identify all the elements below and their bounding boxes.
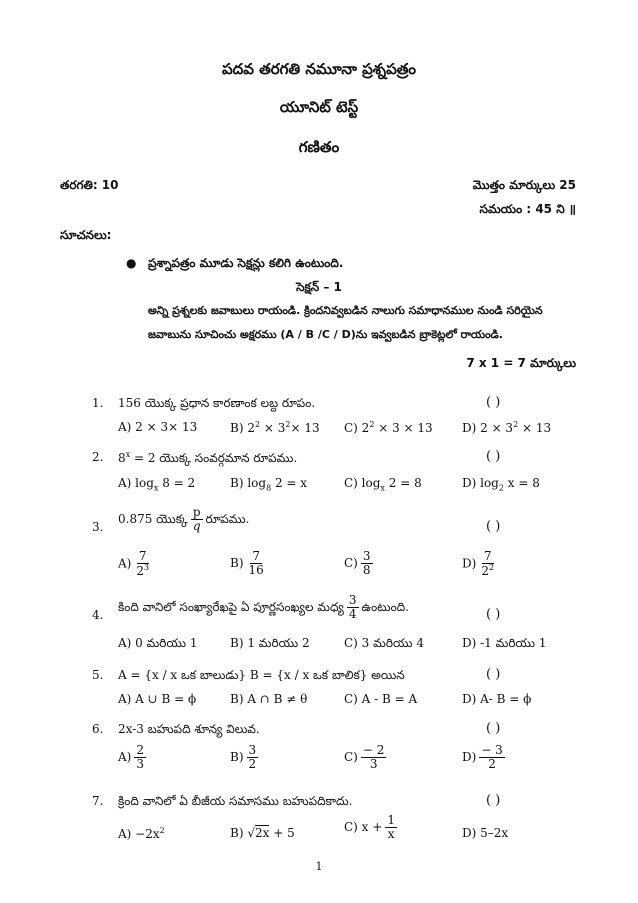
q3-option-c: C) $\frac{3}{8}$ xyxy=(344,549,371,578)
q6-text: 2x-3 బహుపది శూన్య విలువ. xyxy=(118,722,260,736)
class-label: తరగతి: 10 xyxy=(60,178,119,192)
q3-option-d: D) $\frac{7}{2^2}$ xyxy=(462,549,495,579)
q5-option-a: A) A ∪ B = ϕ xyxy=(118,692,197,706)
subject-title: గణితం xyxy=(298,138,340,156)
q6-option-c: C) $\frac{- 2}{3}$ xyxy=(344,743,385,772)
q2-option-d: D) $\log_2 x = 8$ xyxy=(462,476,540,493)
q4-answer-bracket[interactable]: ( ) xyxy=(486,607,501,622)
q4-number: 4. xyxy=(92,608,104,622)
q4-option-a: A) 0 మరియు 1 xyxy=(118,636,198,650)
q1-option-b: B) $2^2 \times 3^2\times 13$ xyxy=(230,420,320,435)
page-number: 1 xyxy=(315,860,323,873)
q1-number: 1. xyxy=(92,396,104,410)
q2-text: $8^x = 2$ యొక్క సంవర్గమాన రూపము. xyxy=(118,450,298,465)
q3-option-a: A) $\frac{7}{2^3}$ xyxy=(118,549,150,579)
q7-option-c: C) x + $\frac{1}{x}$ xyxy=(344,813,395,842)
q7-text: క్రింది వానిలో ఏ బీజీయ సమాసము బహుపదికాదు. xyxy=(118,794,353,808)
q6-option-b: B) $\frac{3}{2}$ xyxy=(230,743,257,772)
q3-number: 3. xyxy=(92,520,104,534)
total-marks: మొత్తం మార్కులు 25 xyxy=(472,178,576,192)
q3-option-b: B) $\frac{7}{16}$ xyxy=(230,549,264,578)
radical-icon: √ xyxy=(247,826,255,840)
instructions-heading: సూచనలు: xyxy=(60,228,112,242)
q2-option-b: B) $\log_8 2 = x$ xyxy=(230,476,308,493)
bullet-icon: ● xyxy=(126,256,137,270)
q1-answer-bracket[interactable]: ( ) xyxy=(486,395,501,410)
q2-answer-bracket[interactable]: ( ) xyxy=(486,449,501,464)
instruction-line-1: అన్ని ప్రశ్నలకు జవాబులు రాయండి. క్రిందనివ్వబడిన నాలుగు సమాధానముల నుండి సరియైన xyxy=(148,304,543,317)
q7-number: 7. xyxy=(92,794,104,808)
q3-text: 0.875 యొక్క $\frac{p}{q}$ రూపము. xyxy=(118,505,250,534)
q5-text: A = {x / x ఒక బాలుడు} B = {x / x ఒక బాలిక} అయిన xyxy=(118,668,405,682)
q5-answer-bracket[interactable]: ( ) xyxy=(486,667,501,682)
q4-text: కింది వానిలో సంఖ్యారేఖపై ఏ పూర్ణసంఖ్యల మధ్య $\frac{3}{4}$ ఉంటుంది. xyxy=(118,593,409,622)
q1-text: 156 యొక్క ప్రధాన కారణాంక లబ్ద రూపం. xyxy=(118,396,316,410)
q7-option-a: $A) -2x^2$ xyxy=(118,826,165,841)
q6-number: 6. xyxy=(92,722,104,736)
q1-option-c: C) $2^2 \times 3 \times 13$ xyxy=(344,420,433,435)
q6-answer-bracket[interactable]: ( ) xyxy=(486,721,501,736)
q7-option-d: D) 5–2x xyxy=(462,826,509,840)
q3-answer-bracket[interactable]: ( ) xyxy=(486,519,501,534)
q4-option-c: C) 3 మరియు 4 xyxy=(344,636,424,650)
section-title: సెక్షన్ – 1 xyxy=(296,280,342,294)
page-subtitle: యూనిట్ టెస్ట్ xyxy=(279,98,359,116)
q6-option-a: A) $\frac{2}{3}$ xyxy=(118,743,144,772)
q7-answer-bracket[interactable]: ( ) xyxy=(486,793,501,808)
q6-option-d: D) $\frac{- 3}{2}$ xyxy=(462,743,503,772)
q5-option-d: D) A- B = ϕ xyxy=(462,692,532,706)
time-label: సమయం : 45 ని ॥ xyxy=(479,202,576,216)
instruction-line-2: జవాబును సూచించు అక్షరము (A / B /C / D)ను ఇవ్వబడిన బ్రాకెట్లలో రాయండి. xyxy=(148,328,503,341)
q5-option-c: C) A - B = A xyxy=(344,692,418,706)
q1-option-a: A) 2 × 3× 13 xyxy=(118,420,198,434)
q4-option-d: D) -1 మరియు 1 xyxy=(462,636,547,650)
instruction-bullet: ప్రశ్నాపత్రం మూడు సెక్షన్లు కలిగి ఉంటుంది. xyxy=(148,256,344,270)
q2-number: 2. xyxy=(92,450,104,464)
section-marks: 7 x 1 = 7 మార్కులు xyxy=(466,356,576,370)
q7-option-b: B) √2x + 5 xyxy=(230,826,295,840)
q2-option-a: A) $\log_x 8 = 2$ xyxy=(118,476,196,493)
q1-option-d: D) $2 \times 3^2 \times 13$ xyxy=(462,420,552,435)
q2-option-c: C) $\log_x 2 = 8$ xyxy=(344,476,422,493)
page-title: పదవ తరగతి నమూనా ప్రశ్నపత్రం xyxy=(221,60,417,78)
q4-option-b: B) 1 మరియు 2 xyxy=(230,636,310,650)
q5-option-b: B) A ∩ B ≠ θ xyxy=(230,692,308,706)
q5-number: 5. xyxy=(92,668,104,682)
